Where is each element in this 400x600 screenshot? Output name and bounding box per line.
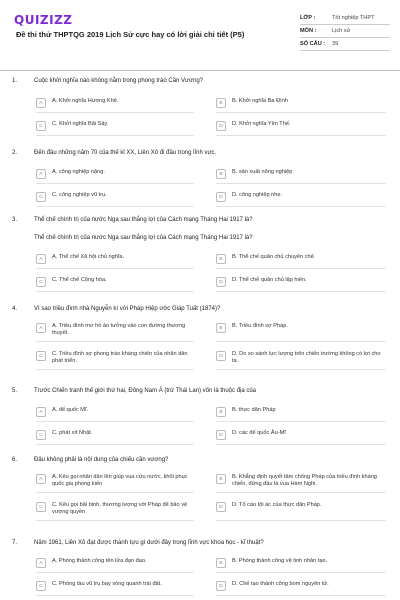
option-letter-badge: C: [36, 277, 46, 287]
question-text: Năm 1961, Liên Xô đạt được thành tựu gì dưới đây trong lĩnh vực khoa học - kĩ thuật?: [34, 540, 264, 546]
option-c[interactable]: [36, 502, 194, 521]
header-divider: [0, 70, 400, 71]
option-text: D. Thể chế quân chủ lập hiến.: [232, 277, 307, 283]
option-b[interactable]: [216, 474, 386, 493]
option-c[interactable]: [36, 121, 194, 136]
option-b[interactable]: [216, 98, 386, 113]
question-number: 2.: [12, 150, 18, 156]
option-d[interactable]: [216, 581, 386, 596]
option-text: A. đế quốc Mĩ.: [52, 407, 89, 413]
option-a[interactable]: [36, 254, 194, 269]
option-letter-badge: B: [216, 474, 226, 484]
option-letter-badge: C: [36, 192, 46, 202]
meta-row-count: [300, 38, 390, 51]
question-line: [12, 150, 216, 156]
question-text: Đến đầu những năm 70 của thế kỉ XX, Liên Xô đi đầu trong lĩnh vực.: [34, 150, 217, 156]
option-letter-badge: D: [216, 581, 226, 591]
question-number: 5.: [12, 388, 18, 394]
option-text: B. Triều đình sợ Pháp.: [232, 323, 288, 329]
option-text: C. công nghiệp vũ trụ.: [52, 192, 107, 198]
option-text: C. Phóng tàu vũ trụ bay vòng quanh trái đất.: [52, 581, 162, 587]
question-text: Đâu không phải là nội dung của chiếu cần vương?: [34, 457, 169, 463]
option-letter-badge: A: [36, 407, 46, 417]
option-text: A. Kêu gọi nhân dân lên giúp vua cứu nước, khôi phục quốc gia phong kiến: [52, 474, 188, 487]
question-line: [12, 457, 168, 463]
option-text: C. Triều đình sợ phong trào kháng chiến của nhân dân phát triển.: [52, 351, 188, 364]
option-a[interactable]: [36, 407, 194, 422]
option-letter-badge: A: [36, 254, 46, 264]
option-text: D. Tố cáo tội ác của thực dân Pháp.: [232, 502, 322, 508]
question-line: [12, 306, 220, 312]
question-line: [12, 235, 253, 241]
meta-table: [300, 12, 390, 51]
option-c[interactable]: [36, 430, 194, 445]
question-text: Cuộc khởi nghĩa nào không nằm trong phong trào Cần Vương?: [34, 78, 203, 84]
option-text: B. Khẳng định quyết tâm chống Pháp của triều đình kháng chiến, đứng đầu là vua Hàm Nghi.: [232, 474, 377, 487]
option-letter-badge: D: [216, 192, 226, 202]
option-a[interactable]: [36, 558, 194, 573]
option-d[interactable]: [216, 277, 386, 292]
question-number: 4.: [12, 306, 18, 312]
option-text: B. thực dân Pháp: [232, 407, 276, 413]
option-d[interactable]: [216, 121, 386, 136]
option-b[interactable]: [216, 558, 386, 573]
option-d[interactable]: [216, 351, 386, 370]
option-letter-badge: B: [216, 169, 226, 179]
option-b[interactable]: [216, 254, 386, 269]
option-text: D. Chế tạo thành công bom nguyên tử.: [232, 581, 329, 587]
option-letter-badge: B: [216, 254, 226, 264]
option-d[interactable]: [216, 502, 386, 521]
meta-value: Tốt nghiệp THPT: [332, 15, 375, 21]
meta-key: LỚP :: [300, 15, 316, 21]
option-letter-badge: A: [36, 558, 46, 568]
option-text: C. Khởi nghĩa Bãi Sậy.: [52, 121, 109, 127]
option-letter-badge: B: [216, 407, 226, 417]
option-letter-badge: A: [36, 169, 46, 179]
question-line: [12, 540, 264, 546]
option-text: D. Khởi nghĩa Yên Thế.: [232, 121, 291, 127]
option-text: C. Thể chế Cộng hòa.: [52, 277, 107, 283]
option-text: B. Khởi nghĩa Ba Đình: [232, 98, 288, 104]
option-letter-badge: D: [216, 351, 226, 361]
option-text: C. phát xít Nhật.: [52, 430, 93, 436]
question-text: Trước Chiến tranh thế giới thứ hai, Đông Nam Á (trừ Thái Lan) vốn là thuộc địa của: [34, 388, 257, 394]
option-letter-badge: B: [216, 323, 226, 333]
question-number: 6.: [12, 457, 18, 463]
meta-value: 39: [332, 41, 339, 47]
option-b[interactable]: [216, 407, 386, 422]
option-c[interactable]: [36, 581, 194, 596]
question-text: Vì sao triều đình nhà Nguyễn kí với Pháp Hiệp ước Giáp Tuất (1874)?: [34, 306, 221, 312]
option-text: A. Triều đình mơ hồ ảo tưởng vào con đường thương thuyết.: [52, 323, 186, 336]
option-b[interactable]: [216, 169, 386, 184]
option-a[interactable]: [36, 323, 194, 342]
option-c[interactable]: [36, 192, 194, 207]
question-number: 1.: [12, 78, 18, 84]
question-text-repeat: Thể chế chính trị của nước Nga sau thắng lợi của Cách mạng Tháng Hai 1917 là?: [34, 235, 253, 241]
option-d[interactable]: [216, 430, 386, 445]
option-text: D. công nghiệp nhẹ.: [232, 192, 283, 198]
option-letter-badge: D: [216, 502, 226, 512]
option-a[interactable]: [36, 474, 194, 493]
option-a[interactable]: [36, 98, 194, 113]
option-text: A. Phóng thành công tên lửa đạn đạo.: [52, 558, 147, 564]
worksheet-header: [0, 0, 400, 62]
option-text: B. Thể chế quân chủ chuyên chế.: [232, 254, 316, 260]
meta-row-subject: [300, 25, 390, 38]
question-number: 7.: [12, 540, 18, 546]
option-b[interactable]: [216, 323, 386, 342]
question-text: Thể chế chính trị của nước Nga sau thắng lợi của Cách mạng Tháng Hai 1917 là?: [34, 217, 253, 223]
option-text: B. Phóng thành công vệ tinh nhân tạo.: [232, 558, 328, 564]
option-letter-badge: C: [36, 581, 46, 591]
option-a[interactable]: [36, 169, 194, 184]
option-text: D. Do so sánh lực lượng trên chiến trường không có lợi cho ta.: [232, 351, 381, 364]
question-line: [12, 78, 203, 84]
option-letter-badge: C: [36, 430, 46, 440]
option-letter-badge: D: [216, 430, 226, 440]
option-text: B. sản xuất nông nghiệp: [232, 169, 293, 175]
meta-key: SỐ CÂU :: [300, 41, 326, 47]
option-letter-badge: C: [36, 121, 46, 131]
option-text: A. công nghiệp nặng.: [52, 169, 105, 175]
question-line: [12, 217, 253, 223]
option-text: D. các đế quốc Âu-Mĩ: [232, 430, 286, 436]
option-letter-badge: A: [36, 474, 46, 484]
worksheet-title: Đề thi thử THPTQG 2019 Lịch Sử cực hay có lời giải chi tiết (P5): [16, 30, 245, 39]
option-letter-badge: C: [36, 351, 46, 361]
option-letter-badge: B: [216, 98, 226, 108]
meta-value: Lịch sử: [332, 28, 351, 34]
option-c[interactable]: [36, 351, 194, 370]
option-d[interactable]: [216, 192, 386, 207]
option-letter-badge: A: [36, 98, 46, 108]
option-text: C. Kêu gọi bãi binh, thương lượng với Pháp để bảo vệ vương quyền: [52, 502, 188, 515]
quizizz-logo: QUIZIZZ: [14, 13, 73, 27]
meta-row-class: [300, 12, 390, 25]
meta-key: MÔN :: [300, 28, 317, 34]
option-letter-badge: B: [216, 558, 226, 568]
question-line: [12, 388, 256, 394]
option-letter-badge: D: [216, 121, 226, 131]
question-number: 3.: [12, 217, 18, 223]
option-letter-badge: A: [36, 323, 46, 333]
option-letter-badge: D: [216, 277, 226, 287]
option-letter-badge: C: [36, 502, 46, 512]
option-text: A. Thể chế Xã hội chủ nghĩa.: [52, 254, 125, 260]
option-c[interactable]: [36, 277, 194, 292]
option-text: A. Khởi nghĩa Hương Khê.: [52, 98, 119, 104]
